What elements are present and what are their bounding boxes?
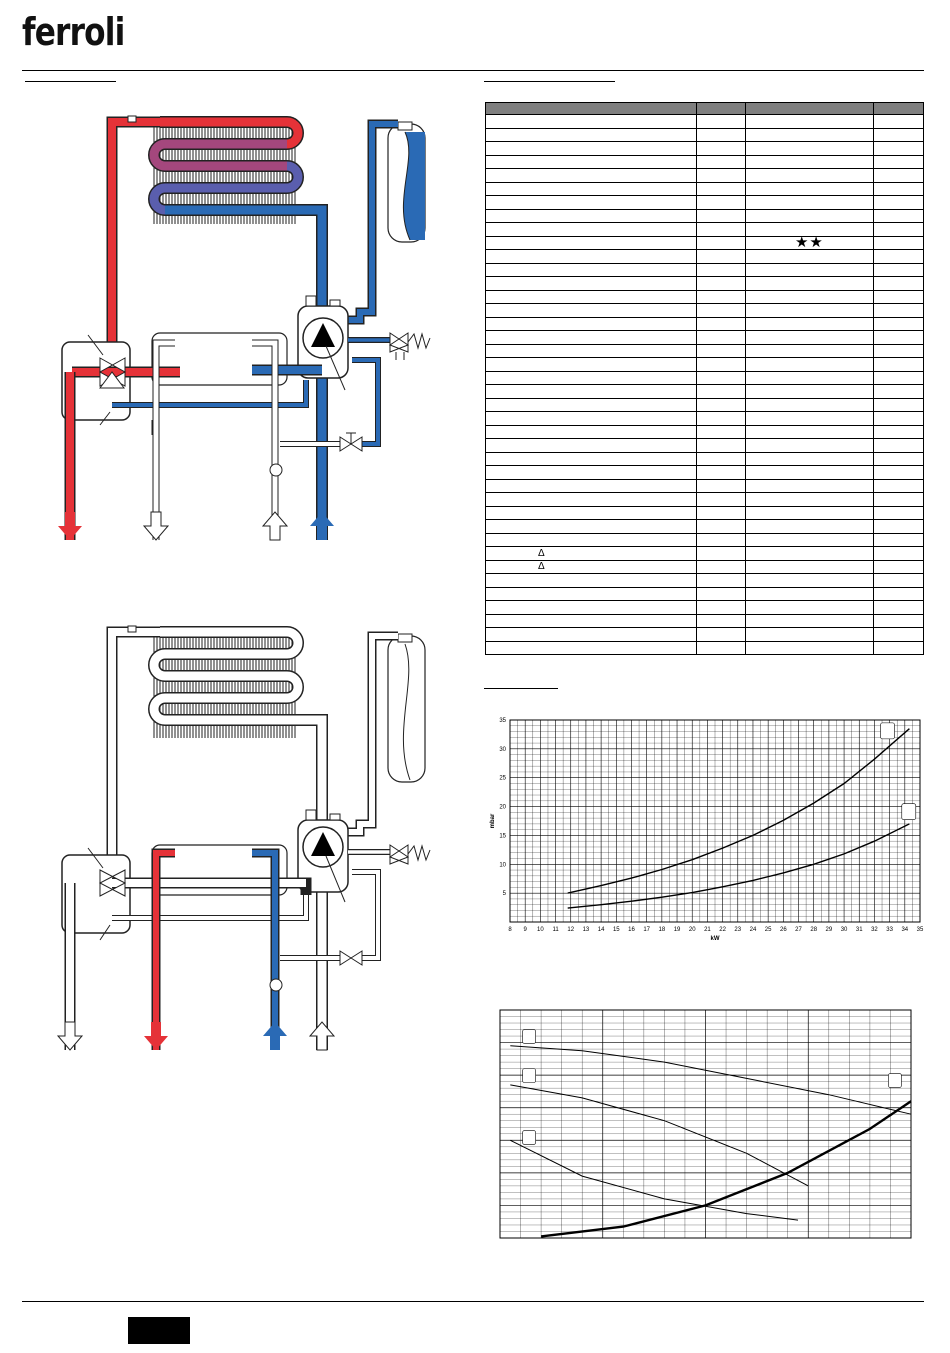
technical-data-table [485, 102, 924, 655]
table-cell [873, 614, 923, 628]
table-row [486, 142, 924, 156]
table-cell [873, 196, 923, 210]
x-tick-label: 17 [643, 927, 651, 933]
table-cell [696, 331, 745, 345]
x-tick-label: 23 [734, 927, 742, 933]
table-cell [696, 506, 745, 520]
x-tick-label: 16 [628, 927, 635, 933]
table-cell [486, 479, 697, 493]
pump-head-chart [480, 1000, 930, 1250]
table-cell [873, 628, 923, 642]
table-row [486, 641, 924, 655]
x-tick-label: 24 [749, 927, 757, 933]
x-tick-label: 8 [508, 927, 512, 933]
table-row [486, 250, 924, 264]
table-row [486, 614, 924, 628]
table-cell [696, 493, 745, 507]
table-cell [873, 115, 923, 129]
table-cell [696, 547, 745, 561]
table-row [486, 128, 924, 142]
y-axis-label: mbar [490, 813, 496, 829]
table-cell [873, 493, 923, 507]
table-cell [486, 574, 697, 588]
table-row [486, 574, 924, 588]
x-tick-label: 22 [719, 927, 726, 933]
hydraulic-diagram-dhw [0, 0, 480, 1080]
table-row [486, 493, 924, 507]
x-tick-label: 33 [886, 927, 893, 933]
curve-label-box [902, 804, 916, 820]
table-cell [746, 587, 874, 601]
table-cell [873, 250, 923, 264]
x-tick-label: 27 [795, 927, 802, 933]
table-row [486, 425, 924, 439]
table-cell [696, 398, 745, 412]
table-cell [696, 277, 745, 291]
table-cell [873, 223, 923, 237]
table-cell [696, 601, 745, 615]
table-row [486, 358, 924, 372]
delta-symbol: Δ [486, 560, 697, 574]
table-cell [873, 169, 923, 183]
y-tick-label: 35 [499, 718, 506, 724]
table-row [486, 398, 924, 412]
table-cell [873, 128, 923, 142]
table-cell [486, 614, 697, 628]
table-cell [746, 628, 874, 642]
table-row [486, 290, 924, 304]
table-cell [873, 452, 923, 466]
table-cell [486, 398, 697, 412]
table-cell [486, 169, 697, 183]
y-tick-label: 25 [499, 775, 506, 782]
table-cell [486, 250, 697, 264]
table-cell [746, 169, 874, 183]
table-cell [486, 128, 697, 142]
table-row [486, 587, 924, 601]
table-cell [746, 614, 874, 628]
table-cell [486, 466, 697, 480]
x-tick-label: 14 [597, 927, 605, 933]
delta-symbol: Δ [486, 547, 697, 561]
table-row [486, 331, 924, 345]
table-cell [486, 506, 697, 520]
table-cell [873, 425, 923, 439]
table-cell [486, 142, 697, 156]
table-cell [746, 506, 874, 520]
table-cell [486, 520, 697, 534]
table-row [486, 277, 924, 291]
curve-label-box [523, 1131, 536, 1145]
table-cell [873, 412, 923, 426]
table-cell [746, 277, 874, 291]
table-row [486, 169, 924, 183]
pressure-loss-chart [480, 712, 930, 952]
table-cell [696, 560, 745, 574]
table-row [486, 182, 924, 196]
table-cell [696, 371, 745, 385]
table-row [486, 479, 924, 493]
x-axis-label: kW [710, 936, 720, 942]
curve-label-box [523, 1069, 536, 1083]
table-cell [486, 277, 697, 291]
table-cell [746, 385, 874, 399]
table-cell [486, 182, 697, 196]
y-tick-label: 5 [502, 891, 506, 898]
table-cell [696, 196, 745, 210]
curve-label-box [888, 1074, 901, 1088]
x-tick-label: 15 [612, 927, 620, 933]
table-cell [746, 574, 874, 588]
table-cell [746, 128, 874, 142]
table-cell [873, 236, 923, 250]
table-cell [746, 425, 874, 439]
table-row [486, 263, 924, 277]
table-cell [696, 587, 745, 601]
table-cell [486, 223, 697, 237]
table-cell [746, 358, 874, 372]
table-cell [486, 290, 697, 304]
table-header-cell [873, 103, 923, 115]
table-cell [746, 344, 874, 358]
table-cell [746, 182, 874, 196]
table-cell [746, 412, 874, 426]
table-cell [873, 277, 923, 291]
table-cell [873, 358, 923, 372]
table-header-cell [486, 103, 697, 115]
table-cell [486, 155, 697, 169]
star-rating: ★★ [746, 236, 874, 250]
table-cell [696, 142, 745, 156]
table-cell [873, 479, 923, 493]
table-row [486, 466, 924, 480]
table-cell [696, 452, 745, 466]
table-cell [486, 493, 697, 507]
table-row [486, 371, 924, 385]
table-row [486, 547, 924, 561]
table-cell [696, 182, 745, 196]
table-row [486, 628, 924, 642]
table-row [486, 520, 924, 534]
table-row [486, 196, 924, 210]
table-row [486, 506, 924, 520]
section-underline-right [484, 81, 615, 82]
table-cell [873, 142, 923, 156]
table-cell [873, 304, 923, 318]
table-row [486, 601, 924, 615]
table-cell [696, 614, 745, 628]
page-number-box [128, 1317, 190, 1344]
table-row [486, 560, 924, 574]
x-tick-label: 26 [779, 927, 787, 933]
table-cell [873, 641, 923, 655]
table-cell [873, 439, 923, 453]
table-cell [873, 533, 923, 547]
x-tick-label: 35 [916, 927, 924, 933]
table-cell [696, 641, 745, 655]
table-row [486, 115, 924, 129]
table-row [486, 533, 924, 547]
table-cell [873, 331, 923, 345]
table-row [486, 236, 924, 250]
table-cell [873, 506, 923, 520]
table-cell [696, 520, 745, 534]
x-tick-label: 12 [567, 927, 575, 933]
table-header-row [486, 103, 924, 115]
table-cell [696, 223, 745, 237]
table-cell [486, 196, 697, 210]
table-cell [746, 209, 874, 223]
table-cell [746, 250, 874, 264]
table-cell [696, 317, 745, 331]
table-cell [486, 331, 697, 345]
table-cell [873, 385, 923, 399]
table-cell [486, 263, 697, 277]
table-cell [873, 317, 923, 331]
table-cell [696, 304, 745, 318]
table-cell [486, 439, 697, 453]
table-cell [486, 371, 697, 385]
table-row [486, 209, 924, 223]
x-tick-label: 19 [673, 927, 681, 933]
table-cell [873, 209, 923, 223]
table-cell [486, 385, 697, 399]
table-cell [746, 317, 874, 331]
table-cell [486, 344, 697, 358]
table-cell [696, 155, 745, 169]
table-cell [873, 344, 923, 358]
table-cell [486, 317, 697, 331]
table-row [486, 452, 924, 466]
table-header-cell [696, 103, 745, 115]
table-cell [486, 412, 697, 426]
table-cell [873, 371, 923, 385]
table-cell [696, 236, 745, 250]
table-cell [696, 533, 745, 547]
table-cell [696, 425, 745, 439]
table-row [486, 344, 924, 358]
table-cell [746, 439, 874, 453]
table-cell [873, 290, 923, 304]
x-tick-label: 28 [810, 927, 818, 933]
x-tick-label: 34 [901, 927, 909, 933]
table-cell [486, 236, 697, 250]
table-header-cell [746, 103, 874, 115]
table-cell [873, 560, 923, 574]
table-cell [746, 142, 874, 156]
table-cell [746, 452, 874, 466]
x-tick-label: 29 [825, 927, 833, 933]
table-cell [696, 344, 745, 358]
table-cell [746, 331, 874, 345]
table-cell [696, 169, 745, 183]
table-cell [873, 263, 923, 277]
x-tick-label: 20 [688, 927, 696, 933]
table-cell [486, 115, 697, 129]
table-cell [873, 574, 923, 588]
curve-label-box [523, 1030, 536, 1044]
table-cell [746, 493, 874, 507]
table-cell [873, 182, 923, 196]
x-tick-label: 32 [871, 927, 878, 933]
table-cell [873, 520, 923, 534]
table-cell [696, 439, 745, 453]
table-cell [696, 466, 745, 480]
table-cell [873, 466, 923, 480]
table-cell [873, 587, 923, 601]
table-cell [746, 304, 874, 318]
x-tick-label: 31 [855, 927, 863, 933]
table-cell [486, 601, 697, 615]
table-row [486, 385, 924, 399]
table-cell [696, 385, 745, 399]
table-cell [746, 641, 874, 655]
y-tick-label: 10 [499, 862, 506, 869]
chart-section-underline [484, 688, 558, 689]
table-cell [486, 358, 697, 372]
table-cell [746, 196, 874, 210]
table-cell [486, 452, 697, 466]
curve-label-box [881, 723, 895, 739]
footer-rule [22, 1301, 924, 1302]
table-cell [746, 601, 874, 615]
table-cell [746, 479, 874, 493]
x-tick-label: 13 [582, 927, 590, 933]
table-cell [486, 425, 697, 439]
table-cell [746, 547, 874, 561]
y-tick-label: 20 [499, 804, 506, 811]
table-cell [486, 628, 697, 642]
x-tick-label: 25 [764, 927, 772, 933]
table-cell [696, 115, 745, 129]
table-cell [873, 155, 923, 169]
table-cell [486, 209, 697, 223]
table-cell [746, 371, 874, 385]
table-cell [696, 479, 745, 493]
table-cell [696, 412, 745, 426]
table-cell [696, 358, 745, 372]
table-cell [873, 398, 923, 412]
x-tick-label: 9 [523, 927, 527, 933]
table-cell [746, 560, 874, 574]
x-tick-label: 18 [658, 927, 666, 933]
table-cell [696, 263, 745, 277]
table-row [486, 317, 924, 331]
y-tick-label: 30 [499, 746, 506, 753]
table-row [486, 304, 924, 318]
table-cell [746, 466, 874, 480]
table-cell [696, 290, 745, 304]
table-row [486, 439, 924, 453]
table-cell [486, 304, 697, 318]
table-cell [873, 547, 923, 561]
table-row [486, 223, 924, 237]
x-tick-label: 11 [552, 927, 559, 933]
x-tick-label: 21 [704, 927, 711, 933]
x-tick-label: 30 [840, 927, 848, 933]
table-row [486, 412, 924, 426]
table-cell [746, 520, 874, 534]
brand-logo: ferroli [22, 10, 125, 54]
table-cell [486, 641, 697, 655]
table-cell [746, 115, 874, 129]
table-cell [746, 398, 874, 412]
table-cell [746, 155, 874, 169]
y-tick-label: 15 [499, 833, 506, 840]
x-tick-label: 10 [537, 927, 544, 933]
table-cell [746, 533, 874, 547]
table-cell [873, 601, 923, 615]
table-cell [746, 290, 874, 304]
table-row [486, 155, 924, 169]
table-cell [696, 628, 745, 642]
table-cell [486, 533, 697, 547]
table-cell [746, 263, 874, 277]
table-cell [696, 250, 745, 264]
table-cell [696, 128, 745, 142]
table-cell [486, 587, 697, 601]
table-cell [696, 209, 745, 223]
table-cell [696, 574, 745, 588]
